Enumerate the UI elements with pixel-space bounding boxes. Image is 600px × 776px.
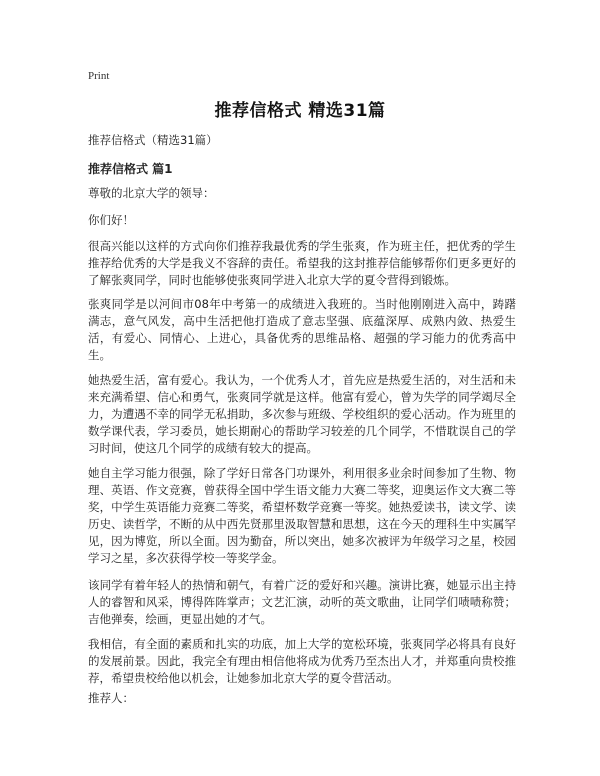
paragraph: 该同学有着年轻人的热情和朝气，有着广泛的爱好和兴趣。演讲比赛，她显示出主持人的睿智和风采，博得阵阵掌声；文艺汇演，动听的英文歌曲，让同学们啧啧称赞；吉他弹奏，绘画，更显出她的才气。	[88, 578, 516, 626]
salutation: 尊敬的北京大学的领导：	[88, 186, 215, 200]
paragraph: 她自主学习能力很强，除了学好日常各门功课外，利用很多业余时间参加了生物、物理、英语、作文竞赛，曾获得全国中学生语文能力大赛二等奖，迎奥运作文大赛二等奖，中学生英语能力竞赛二等奖，希望杯数学竞赛一等奖。她热爱读书，读文学、读历史、读哲学，不断的从中西先贤那里汲取智慧和思想，这在今天的理科生中实属罕见，因为博览，所以全面。因为勤奋，所以突出，她多次被评为年级学习之星，校园学习之星，多次获得学校一等奖学金。	[88, 466, 516, 565]
signature-label: 推荐人：	[88, 691, 134, 705]
paragraph: 她热爱生活，富有爱心。我认为，一个优秀人才，首先应是热爱生活的，对生活和未来充满希望、信心和勇气，张爽同学就是这样。他富有爱心，曾为失学的同学竭尽全力，为遭遇不幸的同学无私捐助，多次参与班级、学校组织的爱心活动。作为班里的数学课代表，学习委员，她长期耐心的帮助学习较差的几个同学，不惜耽误自己的学习时间，使这几个同学的成绩有较大的提高。	[88, 373, 516, 455]
section-heading: 推荐信格式 篇1	[88, 162, 173, 176]
document-title: 推荐信格式 精选31篇	[214, 101, 386, 121]
document-subtitle: 推荐信格式（精选31篇）	[88, 133, 218, 147]
paragraph: 我相信，有全面的素质和扎实的功底，加上大学的宽松环境，张爽同学必将具有良好的发展前景。因此，我完全有理由相信他将成为优秀乃至杰出人才，并郑重向贵校推荐，希望贵校给他以机会，让她参加北京大学的夏令营活动。	[88, 637, 516, 685]
paragraph: 张爽同学是以河间市08年中考第一的成绩进入我班的。当时他刚刚进入高中，踌躇满志，意气风发，高中生活把他打造成了意志坚强、底蕴深厚、成熟内敛、热爱生活，有爱心、同情心、上进心，具备优秀的思维品格、超强的学习能力的优秀高中生。	[88, 297, 516, 362]
print-label: Print	[88, 70, 110, 82]
greeting: 你们好！	[88, 213, 134, 227]
paragraph: 很高兴能以这样的方式向你们推荐我最优秀的学生张爽，作为班主任，把优秀的学生推荐给优秀的大学是我义不容辞的责任。希望我的这封推荐信能够帮你们更多更好的了解张爽同学，同时也能够使张爽同学进入北京大学的夏令营得到锻炼。	[88, 239, 516, 287]
